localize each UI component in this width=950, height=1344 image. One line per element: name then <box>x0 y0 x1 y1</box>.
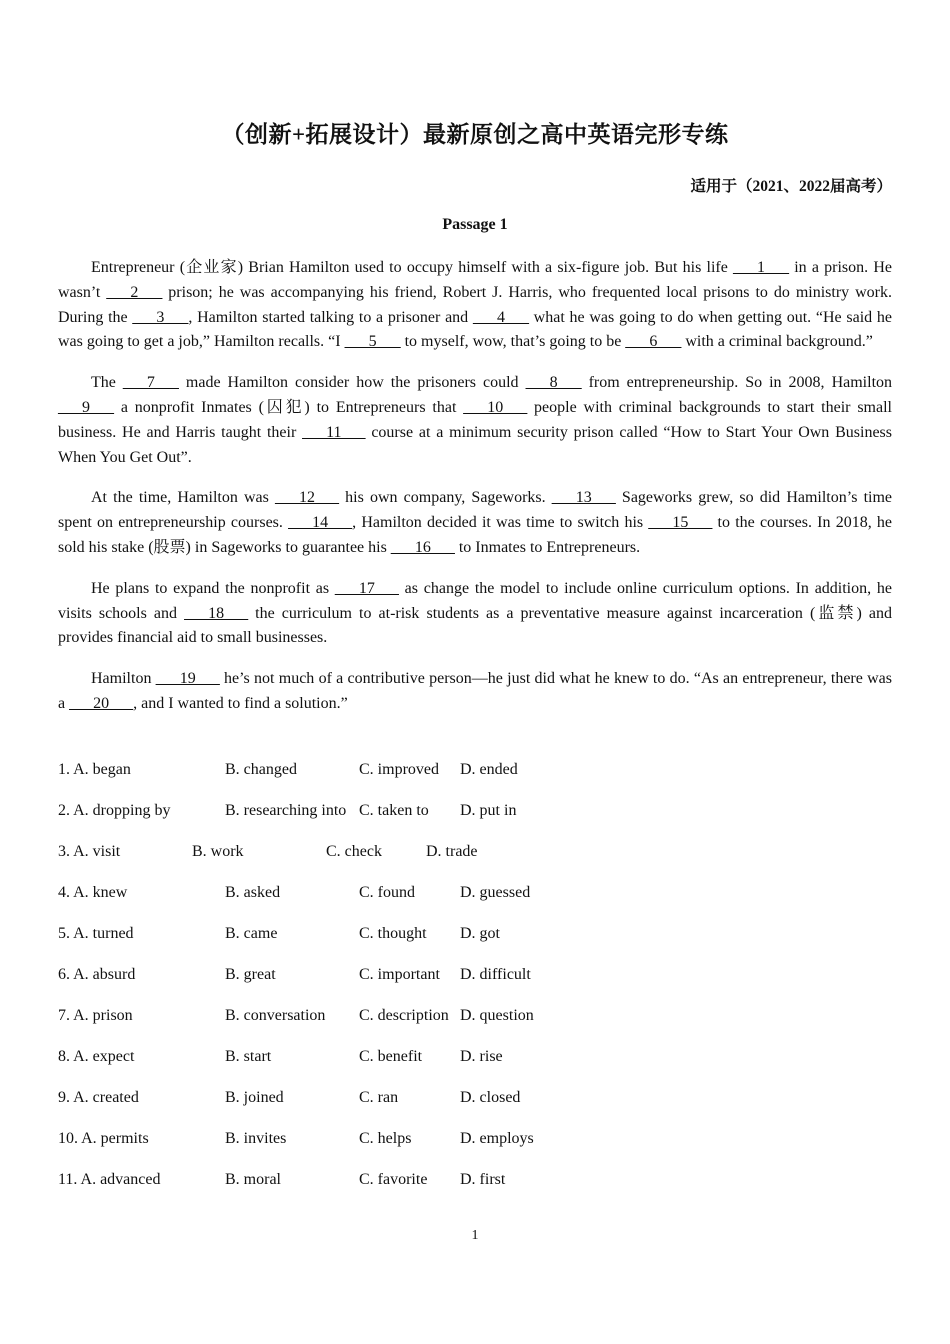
option-a: 10. A. permits <box>58 1130 149 1147</box>
question-row <box>58 1005 892 1046</box>
option-a: 3. A. visit <box>58 843 121 860</box>
option-a: 9. A. created <box>58 1089 139 1106</box>
question-row <box>58 1087 892 1128</box>
option-d: D. question <box>460 1007 534 1024</box>
passage-text: with a criminal background.” <box>681 333 873 351</box>
question-row <box>58 964 892 1005</box>
passage-text: what he was going to do when getting out. “He said he was going to get a job,” Hamilton recalls. “I <box>58 308 893 351</box>
passage-text: He plans to expand the nonprofit as <box>91 579 335 597</box>
option-a: 5. A. turned <box>58 925 134 942</box>
cloze-blank: ___9___ <box>58 398 114 416</box>
passage-text: people with criminal backgrounds to start their small business. He and Harris taught their <box>58 398 892 441</box>
passage-text: At the time, Hamilton was <box>91 489 276 507</box>
option-d: D. difficult <box>460 966 531 983</box>
option-d: D. rise <box>460 1048 503 1065</box>
cloze-blank: ___13___ <box>551 489 616 507</box>
option-d: D. closed <box>460 1089 521 1106</box>
passage-text: from entrepreneurship. So in 2008, Hamilton <box>581 374 893 392</box>
cloze-blank: ___16___ <box>390 538 455 556</box>
passage-text: made Hamilton consider how the prisoners could <box>178 374 526 392</box>
cloze-blank: ___4___ <box>472 308 529 326</box>
option-b: B. conversation <box>225 1007 326 1024</box>
cloze-blank: ___14___ <box>288 514 353 532</box>
option-c: C. important <box>359 966 440 983</box>
option-d: D. ended <box>460 761 518 778</box>
cloze-blank: ___6___ <box>625 333 682 351</box>
passage-text: in a prison. He wasn’t <box>58 259 892 301</box>
passage-text: to the courses. In 2018, he sold his stake (股票) in Sageworks to guarantee his <box>58 514 893 556</box>
option-b: B. asked <box>225 884 281 901</box>
option-d: D. trade <box>426 843 478 860</box>
option-b: B. researching into <box>225 802 347 819</box>
cloze-blank: ___18___ <box>184 604 249 622</box>
option-b: B. start <box>225 1048 272 1065</box>
passage-text: he’s not much of a contributive person—he just did what he knew to do. “As an entrepreneur, there was a <box>58 670 893 712</box>
cloze-blank: ___1___ <box>733 259 790 276</box>
option-a: 2. A. dropping by <box>58 802 171 819</box>
option-a: 11. A. advanced <box>58 1171 161 1188</box>
option-b: B. work <box>192 843 244 860</box>
option-d: D. got <box>460 925 500 942</box>
option-c: C. thought <box>359 925 427 942</box>
cloze-blank: ___12___ <box>275 489 340 507</box>
document-title: （创新+拓展设计）最新原创之高中英语完形专练 <box>221 122 729 147</box>
passage-body <box>58 256 892 733</box>
option-c: C. taken to <box>359 802 429 819</box>
passage-text: a nonprofit Inmates (囚犯) to Entrepreneurs that <box>114 398 464 416</box>
option-c: C. description <box>359 1007 449 1024</box>
cloze-blank: ___17___ <box>334 579 399 597</box>
passage-text: to Inmates to Entrepreneurs. <box>454 538 641 556</box>
passage-heading: Passage 1 <box>442 216 508 233</box>
cloze-blank: ___15___ <box>648 514 713 532</box>
option-c: C. helps <box>359 1130 412 1147</box>
option-c: C. ran <box>359 1089 399 1106</box>
option-c: C. improved <box>359 761 439 778</box>
question-row <box>58 759 892 800</box>
passage-text: his own company, Sageworks. <box>339 489 552 507</box>
option-a: 4. A. knew <box>58 884 128 901</box>
passage-text: prison; he was accompanying his friend, Robert J. Harris, who frequented local prisons to do ministry work. During the <box>58 283 892 326</box>
passage-text: the curriculum to at-risk students as a preventative measure against incarceration (监禁) and provides financial aid to small businesses. <box>58 604 892 647</box>
cloze-blank: ___8___ <box>525 374 582 392</box>
passage-text: , Hamilton started talking to a prisoner and <box>188 308 473 326</box>
cloze-blank: ___19___ <box>155 670 220 688</box>
option-b: B. invites <box>225 1130 287 1147</box>
option-d: D. employs <box>460 1130 534 1147</box>
cloze-blank: ___7___ <box>122 374 179 392</box>
option-b: B. joined <box>225 1089 284 1106</box>
cloze-blank: ___10___ <box>463 398 528 416</box>
passage-paragraph <box>58 577 892 651</box>
option-c: C. found <box>359 884 415 901</box>
option-c: C. benefit <box>359 1048 423 1065</box>
passage-paragraph <box>58 667 892 717</box>
option-c: C. favorite <box>359 1171 428 1188</box>
question-row <box>58 1128 892 1169</box>
question-row <box>58 923 892 964</box>
question-row <box>58 882 892 923</box>
option-a: 7. A. prison <box>58 1007 133 1024</box>
passage-text: to myself, wow, that’s going to be <box>400 333 626 351</box>
question-options <box>58 759 892 1210</box>
passage-text: , and I wanted to find a solution.” <box>133 694 348 712</box>
option-a: 8. A. expect <box>58 1048 135 1065</box>
option-b: B. came <box>225 925 278 942</box>
option-b: B. moral <box>225 1171 281 1188</box>
cloze-blank: ___11___ <box>302 423 366 441</box>
passage-text: as change the model to include online curriculum options. In addition, he visits schools and <box>58 579 893 622</box>
passage-paragraph <box>58 486 892 560</box>
option-d: D. guessed <box>460 884 531 901</box>
cloze-blank: ___5___ <box>344 333 401 351</box>
passage-text: course at a minimum security prison called “How to Start Your Own Business When You Get Out”. <box>58 423 893 466</box>
question-row <box>58 800 892 841</box>
option-c: C. check <box>326 843 382 860</box>
option-b: B. changed <box>225 761 297 778</box>
option-a: 6. A. absurd <box>58 966 136 983</box>
question-row <box>58 1169 892 1210</box>
passage-text: Hamilton <box>91 670 156 688</box>
passage-text: Entrepreneur (企业家) Brian Hamilton used to occupy himself with a six-figure job. But his life <box>91 259 734 276</box>
option-d: D. put in <box>460 802 517 819</box>
option-a: 1. A. began <box>58 761 131 778</box>
option-d: D. first <box>460 1171 506 1188</box>
passage-text: , Hamilton decided it was time to switch his <box>352 514 649 532</box>
passage-text: The <box>91 374 123 392</box>
cloze-blank: ___3___ <box>132 308 189 326</box>
option-b: B. great <box>225 966 276 983</box>
question-row <box>58 1046 892 1087</box>
question-row <box>58 841 892 882</box>
passage-text: Sageworks grew, so did Hamilton’s time spent on entrepreneurship courses. <box>58 489 893 532</box>
passage-paragraph <box>58 256 892 355</box>
document-subtitle: 适用于（2021、2022届高考） <box>690 178 892 195</box>
cloze-blank: ___20___ <box>69 694 134 712</box>
passage-paragraph <box>58 371 892 470</box>
page-number: 1 <box>471 1228 479 1243</box>
cloze-blank: ___2___ <box>106 283 163 301</box>
